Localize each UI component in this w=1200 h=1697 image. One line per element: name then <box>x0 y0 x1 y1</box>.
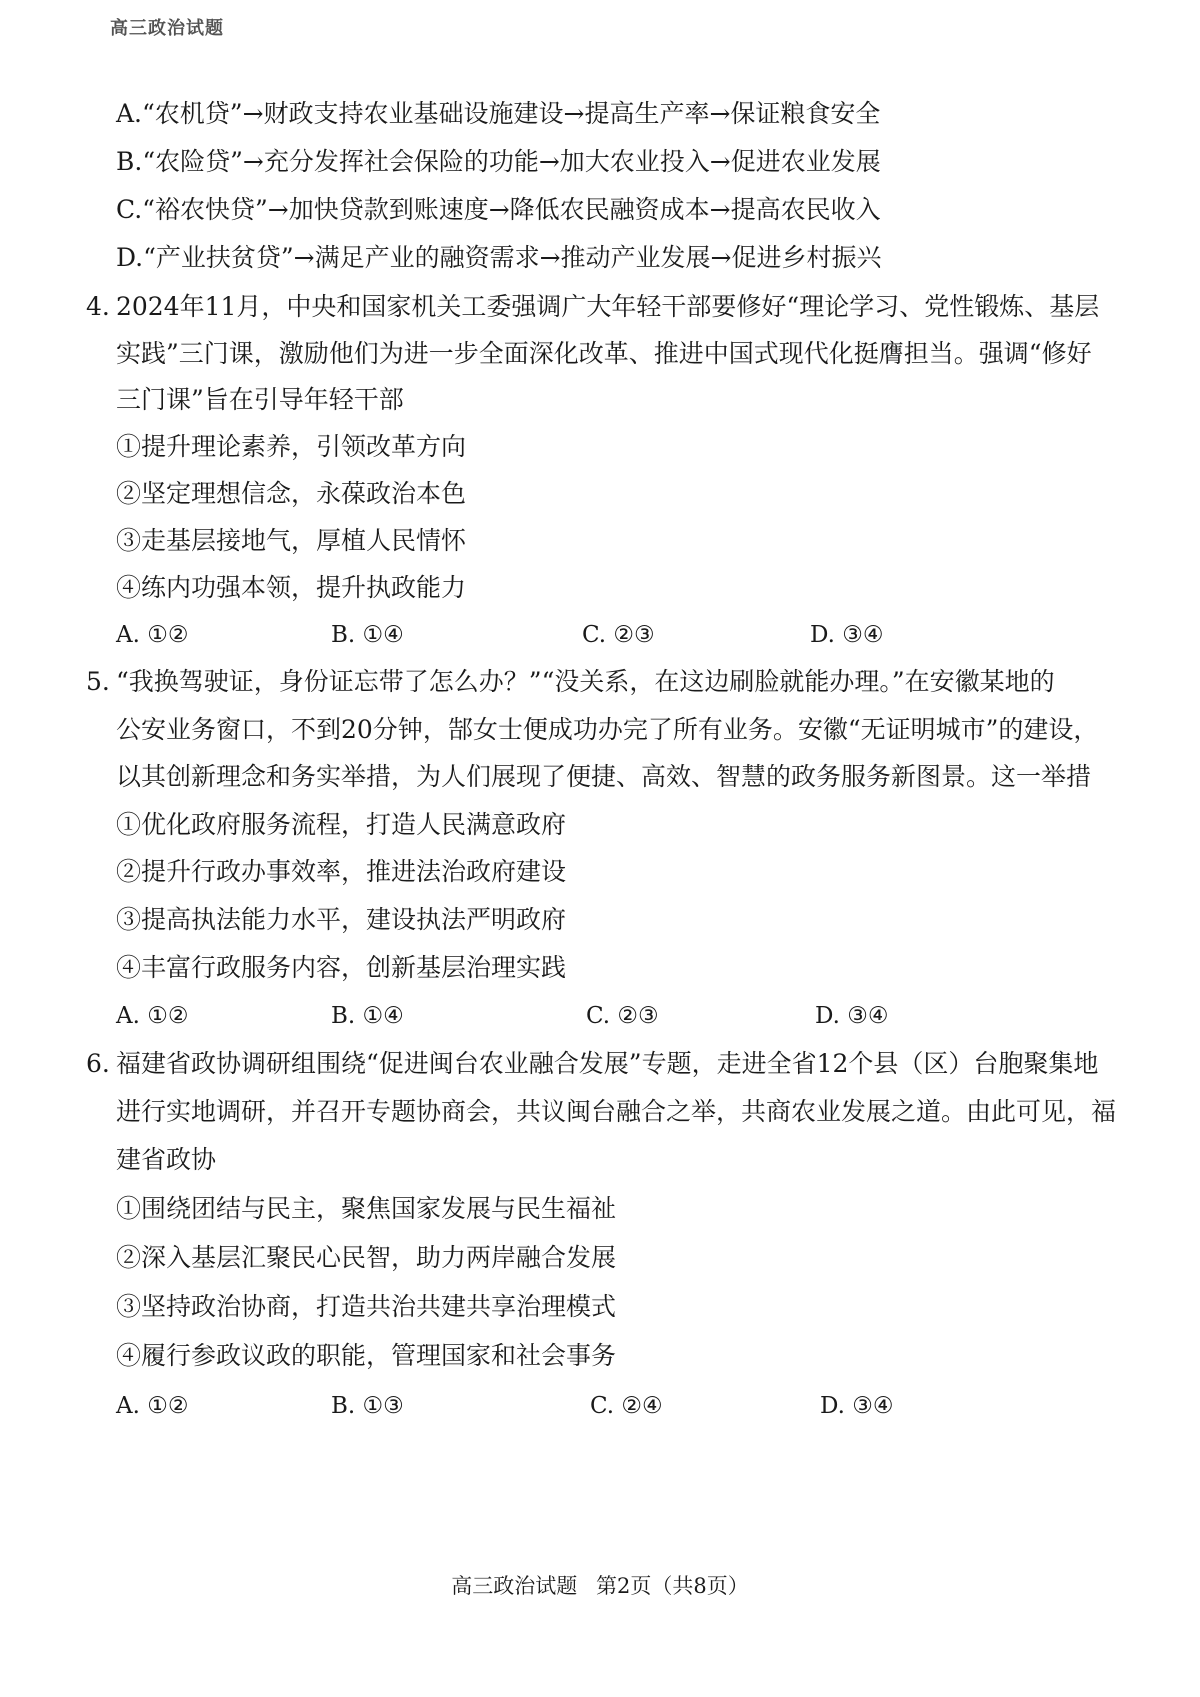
q3-option-b: B.“农险贷”→充分发挥社会保险的功能→加大农业投入→促进农业发展 <box>116 147 881 176</box>
header-stamp: 高三政治试题 <box>110 18 224 39</box>
q5-stem-line: “我换驾驶证，身份证忘带了怎么办？”“没关系，在这边刷脸就能办理。”在安徽某地的 <box>116 667 1055 696</box>
q5-item: ①优化政府服务流程，打造人民满意政府 <box>116 810 567 839</box>
q4-stem-line: 三门课”旨在引导年轻干部 <box>116 385 404 414</box>
q6-choices <box>0 1390 1200 1422</box>
q6-item: ③坚持政治协商，打造共治共建共享治理模式 <box>116 1292 617 1321</box>
q6-choice-d[interactable]: D. ③④ <box>820 1393 894 1419</box>
q4-stem-line: 实践”三门课，激励他们为进一步全面深化改革、推进中国式现代化挺膺担当。强调“修好 <box>116 339 1092 368</box>
q5-choice-b[interactable]: B. ①④ <box>331 1003 404 1029</box>
q4-item: ①提升理论素养，引领改革方向 <box>116 432 467 461</box>
q6-choice-b[interactable]: B. ①③ <box>331 1393 404 1419</box>
q4-stem-line: 2024年11月，中央和国家机关工委强调广大年轻干部要修好“理论学习、党性锻炼、基层 <box>116 292 1100 321</box>
q4-choice-d[interactable]: D. ③④ <box>810 622 884 648</box>
footer-subject: 高三政治试题 <box>451 1574 578 1598</box>
q6-stem-line: 建省政协 <box>116 1145 217 1174</box>
q5-item: ③提高执法能力水平，建设执法严明政府 <box>116 905 567 934</box>
q5-item: ②提升行政办事效率，推进法治政府建设 <box>116 857 567 886</box>
q6-number: 6. <box>86 1049 110 1078</box>
q4-number: 4. <box>86 292 110 321</box>
q4-choice-c[interactable]: C. ②③ <box>582 622 655 648</box>
q3-option-d: D.“产业扶贫贷”→满足产业的融资需求→推动产业发展→促进乡村振兴 <box>116 243 882 272</box>
q5-choice-c[interactable]: C. ②③ <box>586 1003 659 1029</box>
footer-page-number: 第2页（共8页） <box>595 1574 749 1598</box>
q5-choice-d[interactable]: D. ③④ <box>815 1003 889 1029</box>
q6-item: ②深入基层汇聚民心民智，助力两岸融合发展 <box>116 1243 617 1272</box>
q4-choice-b[interactable]: B. ①④ <box>331 622 404 648</box>
q5-choice-a[interactable]: A. ①② <box>116 1003 189 1029</box>
q6-choice-a[interactable]: A. ①② <box>116 1393 189 1419</box>
q4-item: ④练内功强本领，提升执政能力 <box>116 573 467 602</box>
q5-number: 5. <box>86 667 110 696</box>
q4-choice-a[interactable]: A. ①② <box>116 622 189 648</box>
q4-item: ②坚定理想信念，永葆政治本色 <box>116 479 467 508</box>
q4-item: ③走基层接地气，厚植人民情怀 <box>116 526 467 555</box>
q3-option-a: A.“农机贷”→财政支持农业基础设施建设→提高生产率→保证粮食安全 <box>116 99 881 128</box>
q5-choices <box>0 1000 1200 1032</box>
q6-item: ①围绕团结与民主，聚焦国家发展与民生福祉 <box>116 1194 617 1223</box>
q3-option-c: C.“裕农快贷”→加快贷款到账速度→降低农民融资成本→提高农民收入 <box>116 195 881 224</box>
q6-stem-line: 进行实地调研，并召开专题协商会，共议闽台融合之举，共商农业发展之道。由此可见，福 <box>116 1097 1117 1126</box>
q6-choice-c[interactable]: C. ②④ <box>590 1393 663 1419</box>
q5-stem-line: 以其创新理念和务实举措，为人们展现了便捷、高效、智慧的政务服务新图景。这一举措 <box>116 762 1092 791</box>
q5-item: ④丰富行政服务内容，创新基层治理实践 <box>116 953 567 982</box>
q6-item: ④履行参政议政的职能，管理国家和社会事务 <box>116 1341 617 1370</box>
q6-stem-line: 福建省政协调研组围绕“促进闽台农业融合发展”专题，走进全省12个县（区）台胞聚集地 <box>116 1049 1099 1078</box>
page-footer <box>0 1572 1200 1600</box>
q5-stem-line: 公安业务窗口，不到20分钟，郜女士便成功办完了所有业务。安徽“无证明城市”的建设， <box>116 715 1099 744</box>
q4-choices <box>0 619 1200 651</box>
